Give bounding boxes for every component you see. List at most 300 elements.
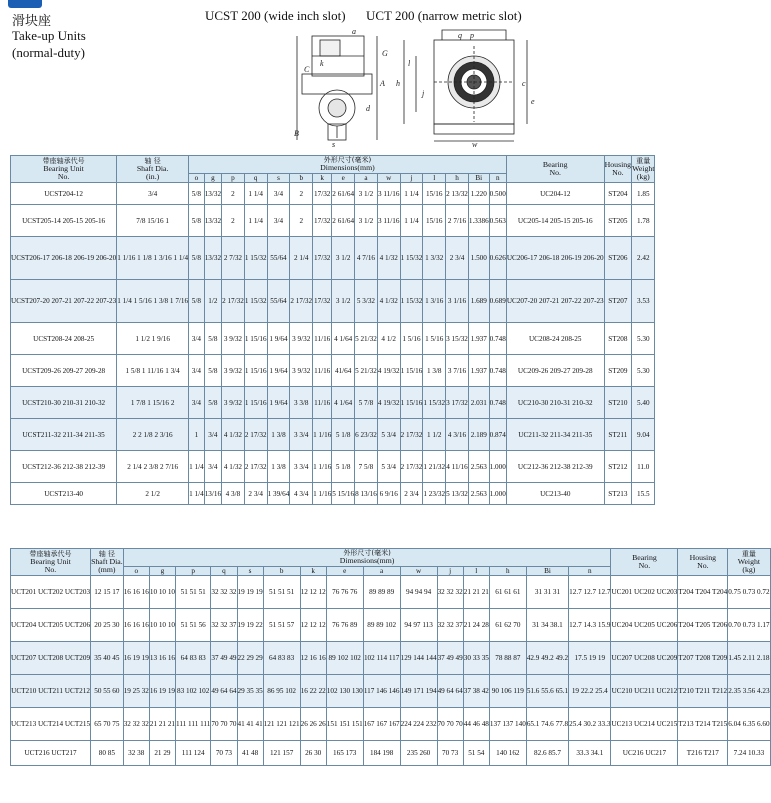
table-row — [11, 675, 771, 708]
cell-a: 6 23/32 — [355, 419, 378, 451]
cell-h: 2 7/16 — [446, 205, 469, 237]
cell-w: 3 11/16 — [377, 183, 400, 205]
col-header-dimensions: 外形尺寸(毫米) Dimensions(mm) — [123, 549, 611, 567]
dim-col-header: Bi — [526, 566, 568, 575]
cell-k: 17/32 — [313, 205, 332, 237]
cell-q: 1 15/16 — [244, 355, 267, 387]
cell-bearing: UC206-17 206-18 206-19 206-20 — [506, 237, 604, 280]
cell-housing: ST210 — [604, 387, 631, 419]
cell-n: 0.626 — [489, 237, 506, 280]
cell-j: 2 3/4 — [400, 483, 423, 505]
cell-w: 224 224 232 — [400, 708, 437, 741]
cell-e: 76 76 89 — [326, 609, 363, 642]
catalog-header — [0, 0, 604, 150]
cell-l: 1 15/32 — [423, 387, 446, 419]
dim-col-header: l — [463, 566, 489, 575]
cell-j: 1 1/4 — [400, 205, 423, 237]
cell-k: 11/16 — [313, 387, 332, 419]
cell-b: 51 51 57 — [263, 609, 300, 642]
col-header-dimensions: 外形尺寸(毫米) Dimensions(mm) — [189, 156, 507, 174]
cell-k: 1 1/16 — [313, 483, 332, 505]
cell-a: 89 89 89 — [363, 576, 400, 609]
cell-bi: 1.689 — [468, 280, 489, 323]
dim-col-header: a — [355, 173, 378, 182]
dim-label: l — [408, 59, 411, 68]
cell-j: 32 32 32 — [437, 576, 463, 609]
cell-unit: UCST206-17 206-18 206-19 206-20 — [11, 237, 117, 280]
cell-o: 32 32 32 — [123, 708, 149, 741]
cell-bi: 2.031 — [468, 387, 489, 419]
col-header-unit: 带座轴承代号 Bearing Unit No. — [11, 156, 117, 183]
cell-s: 55/64 — [267, 237, 290, 280]
dim-col-header: e — [332, 173, 355, 182]
cell-housing: ST204 — [604, 183, 631, 205]
cell-l: 21 21 21 — [463, 576, 489, 609]
dim-col-header: b — [263, 566, 300, 575]
cell-s: 1 3/8 — [267, 451, 290, 483]
table-row — [11, 609, 771, 642]
cell-unit: UCST212-36 212-38 212-39 — [11, 451, 117, 483]
title-english: Take-up Units — [12, 28, 86, 43]
cell-g: 13/32 — [204, 205, 221, 237]
cell-bearing: UC207-20 207-21 207-22 207-23 — [506, 280, 604, 323]
cell-h: 2 13/32 — [446, 183, 469, 205]
cell-w: 4 1/2 — [377, 323, 400, 355]
cell-q: 70 73 — [211, 741, 237, 766]
cell-l: 1 23/32 — [423, 483, 446, 505]
cell-n: 12.7 12.7 12.7 — [569, 576, 611, 609]
cell-b: 3 9/32 — [290, 323, 313, 355]
cell-e: 5 15/16 — [332, 483, 355, 505]
cell-o: 5/8 — [189, 183, 205, 205]
cell-bearing: UC201 UC202 UC203 — [611, 576, 678, 609]
cell-b: 64 83 83 — [263, 642, 300, 675]
cell-b: 2 — [290, 183, 313, 205]
cell-w: 4 1/32 — [377, 280, 400, 323]
dim-col-header: b — [290, 173, 313, 182]
cell-bearing: UC211-32 211-34 211-35 — [506, 419, 604, 451]
col-header-housing: Housing No. — [604, 156, 631, 183]
cell-w: 5 3/4 — [377, 451, 400, 483]
cell-bearing: UC210 UC211 UC212 — [611, 675, 678, 708]
dim-col-header: j — [400, 173, 423, 182]
cell-g: 21 29 — [149, 741, 175, 766]
cell-l: 21 24 28 — [463, 609, 489, 642]
cell-q: 70 70 70 — [211, 708, 237, 741]
cell-b: 3 3/8 — [290, 387, 313, 419]
dim-col-header: Bi — [468, 173, 489, 182]
cell-g: 13/32 — [204, 237, 221, 280]
cell-a: 7 5/8 — [355, 451, 378, 483]
cell-o: 5/8 — [189, 237, 205, 280]
cell-w: 4 19/32 — [377, 387, 400, 419]
cell-o: 1 1/4 — [189, 483, 205, 505]
cell-bi: 82.6 85.7 — [526, 741, 568, 766]
cell-weight: 6.04 6.35 6.60 — [728, 708, 770, 741]
dim-col-header: g — [149, 566, 175, 575]
cell-o: 16 16 16 — [123, 576, 149, 609]
cell-o: 5/8 — [189, 205, 205, 237]
cell-j: 1 15/32 — [400, 237, 423, 280]
metric-spec-table — [10, 548, 771, 766]
cell-p: 51 51 56 — [176, 609, 211, 642]
cell-bearing: UC209-26 209-27 209-28 — [506, 355, 604, 387]
cell-housing: T204 T204 T204 — [678, 576, 728, 609]
cell-p: 111 111 111 — [176, 708, 211, 741]
table-row — [11, 280, 655, 323]
cell-o: 5/8 — [189, 280, 205, 323]
cell-bearing: UC204 UC205 UC206 — [611, 609, 678, 642]
cell-g: 16 19 19 — [149, 675, 175, 708]
cell-n: 17.5 19 19 — [569, 642, 611, 675]
cell-q: 37 49 49 — [211, 642, 237, 675]
cell-p: 2 — [222, 183, 245, 205]
cell-n: 0.689 — [489, 280, 506, 323]
dim-col-header: s — [237, 566, 263, 575]
cell-shaft: 3/4 — [117, 183, 189, 205]
caption-metric-slot: UCT 200 (narrow metric slot) — [366, 8, 522, 23]
cell-a: 5 21/32 — [355, 355, 378, 387]
dim-label: A — [380, 79, 385, 88]
cell-n: 0.748 — [489, 355, 506, 387]
cell-o: 19 25 32 — [123, 675, 149, 708]
cell-p: 4 3/8 — [222, 483, 245, 505]
cell-housing: ST209 — [604, 355, 631, 387]
cell-q: 1 1/4 — [244, 205, 267, 237]
cell-g: 1/2 — [204, 280, 221, 323]
cell-k: 11/16 — [313, 323, 332, 355]
cell-bearing: UC204-12 — [506, 183, 604, 205]
cell-w: 4 19/32 — [377, 355, 400, 387]
cell-k: 17/32 — [313, 183, 332, 205]
cell-p: 2 — [222, 205, 245, 237]
dim-label: h — [396, 79, 400, 88]
cell-e: 2 61/64 — [332, 183, 355, 205]
cell-bi: 1.220 — [468, 183, 489, 205]
cell-a: 5 3/32 — [355, 280, 378, 323]
cell-housing: T207 T208 T209 — [678, 642, 728, 675]
cell-shaft: 2 2 1/8 2 3/16 — [117, 419, 189, 451]
cell-b: 51 51 51 — [263, 576, 300, 609]
cell-q: 2 17/32 — [244, 419, 267, 451]
table-row — [11, 387, 655, 419]
table-row — [11, 708, 771, 741]
dim-col-header: h — [489, 566, 526, 575]
dim-col-header: q — [244, 173, 267, 182]
cell-p: 83 102 102 — [176, 675, 211, 708]
dim-label: j — [422, 89, 425, 98]
cell-unit: UCT216 UCT217 — [11, 741, 91, 766]
cell-p: 4 1/32 — [222, 451, 245, 483]
dim-col-header: p — [176, 566, 211, 575]
cell-s: 1 9/64 — [267, 323, 290, 355]
cell-shaft: 1 7/8 1 15/16 2 — [117, 387, 189, 419]
dim-col-header: a — [363, 566, 400, 575]
cell-j: 32 32 37 — [437, 609, 463, 642]
table-row — [11, 205, 655, 237]
dim-label: d — [366, 104, 370, 113]
caption-inch-slot: UCST 200 (wide inch slot) — [205, 8, 346, 23]
cell-k: 1 1/16 — [313, 419, 332, 451]
cell-shaft: 1 1/16 1 1/8 1 3/16 1 1/4 — [117, 237, 189, 280]
cell-weight: 5.40 — [632, 387, 655, 419]
cell-h: 3 1/16 — [446, 280, 469, 323]
cell-n: 0.563 — [489, 205, 506, 237]
cell-bearing: UC213 UC214 UC215 — [611, 708, 678, 741]
cell-weight: 0.70 0.73 1.17 — [728, 609, 770, 642]
cell-s: 19 19 19 — [237, 576, 263, 609]
cell-shaft: 7/8 15/16 1 — [117, 205, 189, 237]
cell-b: 3 3/4 — [290, 419, 313, 451]
cell-q: 1 15/32 — [244, 237, 267, 280]
cell-e: 4 1/64 — [332, 387, 355, 419]
dim-label: G — [382, 49, 388, 58]
cell-w: 5 3/4 — [377, 419, 400, 451]
cell-s: 3/4 — [267, 183, 290, 205]
cell-a: 167 167 167 — [363, 708, 400, 741]
cell-l: 15/16 — [423, 183, 446, 205]
cell-n: 1.000 — [489, 483, 506, 505]
cell-j: 49 64 64 — [437, 675, 463, 708]
cell-a: 3 1/2 — [355, 205, 378, 237]
cell-g: 10 10 10 — [149, 609, 175, 642]
table-row — [11, 741, 771, 766]
cell-s: 29 35 35 — [237, 675, 263, 708]
inch-spec-table — [10, 155, 655, 505]
cell-s: 55/64 — [267, 280, 290, 323]
cell-k: 12 12 12 — [300, 576, 326, 609]
cell-l: 1 3/8 — [423, 355, 446, 387]
cell-s: 41 48 — [237, 741, 263, 766]
cell-p: 3 9/32 — [222, 355, 245, 387]
col-header-bearing: Bearing No. — [506, 156, 604, 183]
cell-housing: ST208 — [604, 323, 631, 355]
cell-s: 41 41 41 — [237, 708, 263, 741]
cell-e: 89 102 102 — [326, 642, 363, 675]
dim-col-header: k — [313, 173, 332, 182]
cell-k: 26 30 — [300, 741, 326, 766]
dim-col-header: w — [400, 566, 437, 575]
cell-p: 111 124 — [176, 741, 211, 766]
cell-weight: 15.5 — [632, 483, 655, 505]
cell-a: 4 7/16 — [355, 237, 378, 280]
cell-bi: 1.3386 — [468, 205, 489, 237]
cell-j: 37 49 49 — [437, 642, 463, 675]
cell-g: 5/8 — [204, 355, 221, 387]
cell-shaft: 20 25 30 — [91, 609, 124, 642]
cell-l: 51 54 — [463, 741, 489, 766]
cell-n: 0.748 — [489, 387, 506, 419]
cell-h: 4 11/16 — [446, 451, 469, 483]
cell-l: 44 46 48 — [463, 708, 489, 741]
cell-k: 1 1/16 — [313, 451, 332, 483]
cell-shaft: 80 85 — [91, 741, 124, 766]
cell-w: 6 9/16 — [377, 483, 400, 505]
cell-w: 149 171 194 — [400, 675, 437, 708]
cell-l: 1 21/32 — [423, 451, 446, 483]
cell-g: 13/16 — [204, 483, 221, 505]
dim-col-header: l — [423, 173, 446, 182]
cell-h: 3 17/32 — [446, 387, 469, 419]
dim-label: p — [470, 31, 474, 40]
table-row — [11, 355, 655, 387]
cell-housing: T204 T205 T206 — [678, 609, 728, 642]
cell-p: 2 7/32 — [222, 237, 245, 280]
dim-col-header: w — [377, 173, 400, 182]
cell-weight: 2.35 3.56 4.23 — [728, 675, 770, 708]
cell-l: 1 3/16 — [423, 280, 446, 323]
col-header-housing: Housing No. — [678, 549, 728, 576]
table-row — [11, 183, 655, 205]
cell-o: 3/4 — [189, 355, 205, 387]
dim-col-header: e — [326, 566, 363, 575]
cell-j: 1 15/16 — [400, 355, 423, 387]
cell-s: 1 9/64 — [267, 387, 290, 419]
col-header-shaft: 轴 径 Shaft Dia. (in.) — [117, 156, 189, 183]
cell-a: 102 114 117 — [363, 642, 400, 675]
cell-unit: UCT201 UCT202 UCT203 — [11, 576, 91, 609]
cell-unit: UCT210 UCT211 UCT212 — [11, 675, 91, 708]
cell-e: 2 61/64 — [332, 205, 355, 237]
table-row — [11, 642, 771, 675]
cell-housing: ST212 — [604, 451, 631, 483]
cell-housing: T210 T211 T212 — [678, 675, 728, 708]
col-header-unit: 带座轴承代号 Bearing Unit No. — [11, 549, 91, 576]
cell-w: 3 11/16 — [377, 205, 400, 237]
cell-l: 1 3/32 — [423, 237, 446, 280]
cell-bearing: UC207 UC208 UC209 — [611, 642, 678, 675]
dim-col-header: g — [204, 173, 221, 182]
cell-housing: ST213 — [604, 483, 631, 505]
cell-bi: 42.9 49.2 49.2 — [526, 642, 568, 675]
cell-shaft: 50 55 60 — [91, 675, 124, 708]
cell-p: 4 1/32 — [222, 419, 245, 451]
dim-col-header: h — [446, 173, 469, 182]
table-row — [11, 576, 771, 609]
cell-weight: 1.45 2.11 2.18 — [728, 642, 770, 675]
cell-o: 16 19 19 — [123, 642, 149, 675]
cell-j: 1 5/16 — [400, 323, 423, 355]
cell-p: 64 83 83 — [176, 642, 211, 675]
cell-h: 3 15/32 — [446, 323, 469, 355]
table-row — [11, 237, 655, 280]
cell-w: 94 97 113 — [400, 609, 437, 642]
cell-bi: 1.937 — [468, 323, 489, 355]
cell-h: 61 61 61 — [489, 576, 526, 609]
cell-e: 76 76 76 — [326, 576, 363, 609]
cell-e: 5 1/8 — [332, 419, 355, 451]
dim-label: C — [304, 65, 310, 74]
cell-housing: T213 T214 T215 — [678, 708, 728, 741]
table-row — [11, 419, 655, 451]
cell-o: 32 38 — [123, 741, 149, 766]
cell-bearing: UC208-24 208-25 — [506, 323, 604, 355]
cell-j: 2 17/32 — [400, 451, 423, 483]
cell-housing: ST207 — [604, 280, 631, 323]
cell-s: 3/4 — [267, 205, 290, 237]
col-header-weight: 重量 Weight (kg) — [632, 156, 655, 182]
cell-w: 129 144 144 — [400, 642, 437, 675]
cell-k: 11/16 — [313, 355, 332, 387]
cell-a: 5 21/32 — [355, 323, 378, 355]
cell-b: 121 157 — [263, 741, 300, 766]
cell-weight: 11.0 — [632, 451, 655, 483]
cell-b: 2 17/32 — [290, 280, 313, 323]
dim-col-header: p — [222, 173, 245, 182]
cell-b: 4 3/4 — [290, 483, 313, 505]
col-header-shaft: 轴 径 Shaft Dia. (mm) — [91, 549, 123, 575]
cell-b: 2 1/4 — [290, 237, 313, 280]
cell-housing: T216 T217 — [678, 741, 728, 766]
cell-k: 17/32 — [313, 280, 332, 323]
cell-q: 1 15/16 — [244, 323, 267, 355]
cell-p: 3 9/32 — [222, 323, 245, 355]
cell-q: 2 3/4 — [244, 483, 267, 505]
dim-col-header: s — [267, 173, 290, 182]
cell-h: 78 88 87 — [489, 642, 526, 675]
cell-bi: 2.563 — [468, 483, 489, 505]
cell-shaft: 12 15 17 — [91, 576, 124, 609]
cell-h: 5 13/32 — [446, 483, 469, 505]
cell-unit: UCT207 UCT208 UCT209 — [11, 642, 91, 675]
dim-label: B — [294, 129, 299, 138]
cell-housing: ST211 — [604, 419, 631, 451]
dim-col-header: n — [489, 173, 506, 182]
cell-q: 32 32 32 — [211, 576, 237, 609]
cell-e: 3 1/2 — [332, 280, 355, 323]
cell-shaft: 1 1/4 1 5/16 1 3/8 1 7/16 — [117, 280, 189, 323]
cell-l: 1 1/2 — [423, 419, 446, 451]
cell-o: 1 — [189, 419, 205, 451]
cell-n: 19 22.2 25.4 — [569, 675, 611, 708]
cell-h: 3 7/16 — [446, 355, 469, 387]
cell-a: 3 1/2 — [355, 183, 378, 205]
technical-drawing — [292, 26, 542, 148]
cell-bi: 1.937 — [468, 355, 489, 387]
cell-unit: UCST207-20 207-21 207-22 207-23 — [11, 280, 117, 323]
cell-l: 15/16 — [423, 205, 446, 237]
cell-n: 0.500 — [489, 183, 506, 205]
dim-label: w — [472, 140, 478, 149]
cell-bearing: UC205-14 205-15 205-16 — [506, 205, 604, 237]
cell-g: 3/4 — [204, 451, 221, 483]
cell-q: 1 15/16 — [244, 387, 267, 419]
cell-n: 25.4 30.2 33.3 — [569, 708, 611, 741]
cell-b: 3 9/32 — [290, 355, 313, 387]
cell-o: 3/4 — [189, 323, 205, 355]
cell-weight: 7.24 10.33 — [728, 741, 770, 766]
cell-j: 70 70 70 — [437, 708, 463, 741]
cell-q: 32 32 37 — [211, 609, 237, 642]
cell-unit: UCT204 UCT205 UCT206 — [11, 609, 91, 642]
cell-j: 1 1/4 — [400, 183, 423, 205]
table-row — [11, 483, 655, 505]
cell-housing: ST206 — [604, 237, 631, 280]
cell-p: 2 17/32 — [222, 280, 245, 323]
dim-label: a — [352, 27, 356, 36]
title-subtitle: (normal-duty) — [12, 45, 85, 60]
cell-unit: UCST204-12 — [11, 183, 117, 205]
cell-weight: 5.30 — [632, 323, 655, 355]
cell-housing: ST205 — [604, 205, 631, 237]
cell-n: 0.748 — [489, 323, 506, 355]
cell-p: 3 9/32 — [222, 387, 245, 419]
cell-b: 121 121 121 — [263, 708, 300, 741]
cell-s: 19 19 22 — [237, 609, 263, 642]
cell-shaft: 65 70 75 — [91, 708, 124, 741]
cell-shaft: 2 1/2 — [117, 483, 189, 505]
cell-bearing: UC216 UC217 — [611, 741, 678, 766]
